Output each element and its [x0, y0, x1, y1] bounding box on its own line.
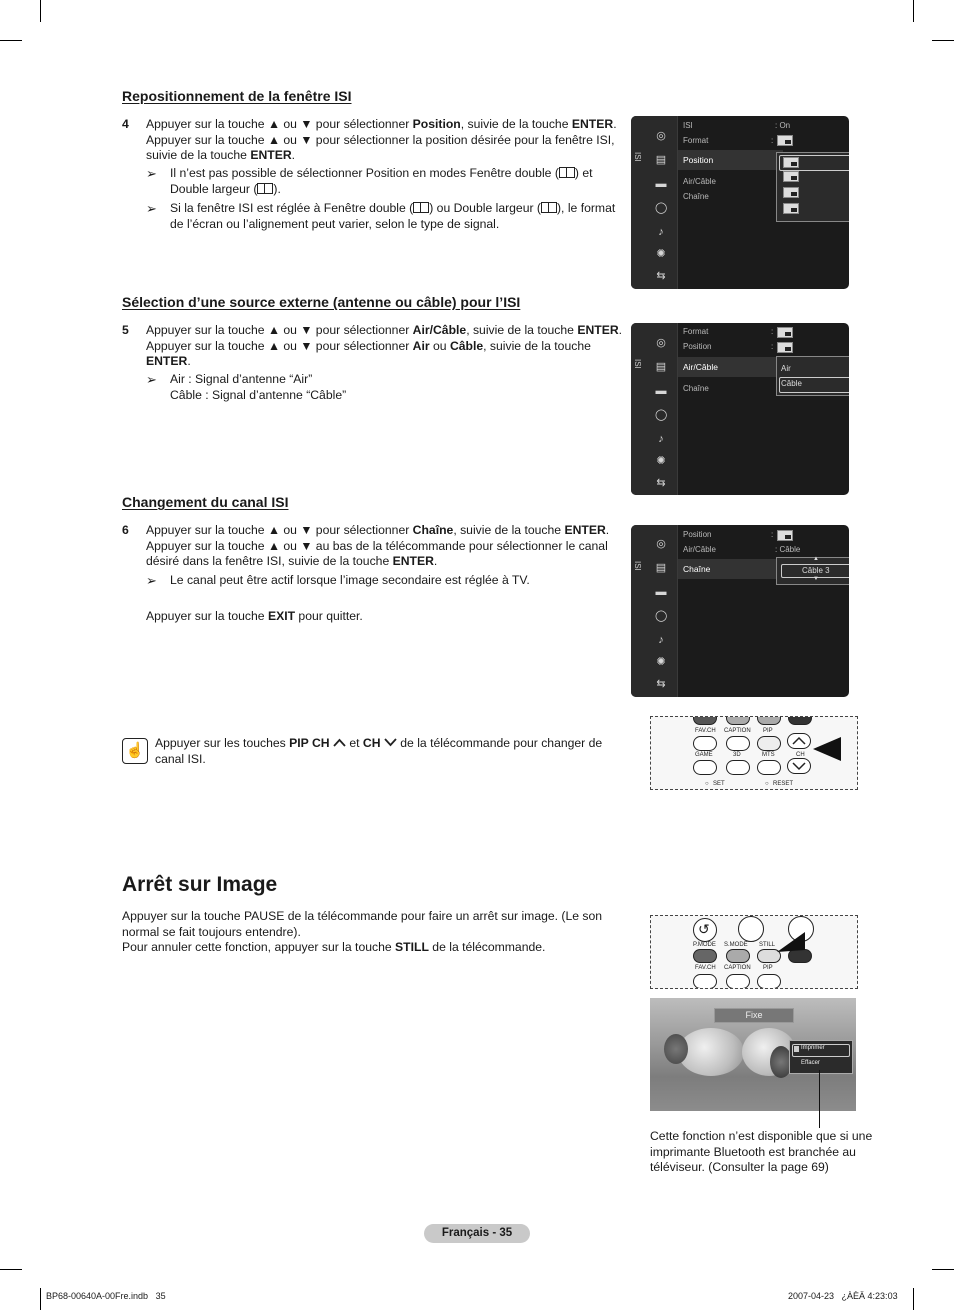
footer-date: 2007-04-23 ¿ÀÈÄ 4:23:03	[788, 1291, 898, 1301]
position-option-icon	[783, 157, 799, 168]
remote-button	[788, 716, 812, 725]
text-bold: ENTER	[571, 117, 614, 131]
osd-value: : On	[775, 121, 791, 130]
osd-row: Chaîne	[683, 192, 709, 201]
note	[146, 166, 626, 198]
text: .	[613, 117, 617, 131]
text: .	[187, 354, 191, 368]
text-bold: CH	[362, 736, 381, 750]
step-text	[146, 523, 609, 570]
text-bold: ENTER	[146, 354, 188, 368]
dual-window-icon	[559, 167, 575, 178]
text: Câble : Signal d’antenne “Câble”	[170, 387, 347, 402]
text-bold: Chaîne	[412, 523, 454, 537]
crop-mark	[40, 1288, 41, 1310]
text: ) ou Double largeur (	[429, 201, 541, 215]
hand-icon: ☝	[122, 738, 148, 764]
still-image-screenshot	[650, 998, 856, 1111]
set-icon: ○	[705, 781, 709, 787]
text-bold: ENTER	[250, 148, 292, 162]
osd-value: : Câble	[775, 545, 801, 554]
arrow-icon: ➢	[146, 166, 157, 181]
pointer-icon	[775, 930, 811, 958]
step-number: 5	[122, 323, 129, 337]
remote-label: GAME	[695, 752, 713, 758]
osd-row-selected: Air/Câble	[678, 357, 783, 377]
menu-option: Effacer	[801, 1060, 820, 1066]
remote-button	[693, 716, 717, 725]
sheep-image	[664, 1034, 688, 1064]
channel-icon: ◯	[655, 610, 668, 622]
channel-popup	[776, 557, 849, 585]
text: de l’écran ou l’alignement peut varier, selon le type de signal.	[170, 216, 500, 231]
tip-text	[155, 736, 625, 770]
text: imprimante Bluetooth est branchée au	[650, 1144, 856, 1159]
reset-icon: ○	[765, 781, 769, 787]
osd-row-selected: Chaîne	[678, 559, 783, 579]
remote-button	[738, 916, 764, 942]
text: ).	[273, 181, 281, 196]
osd-row: Air/Câble	[683, 545, 716, 554]
text-bold: STILL	[395, 940, 429, 954]
section-title-source: Sélection d’une source externe (antenne ou câble) pour l’ISI	[122, 294, 521, 310]
osd-row: Position	[683, 342, 712, 351]
remote-label: CH	[796, 752, 805, 758]
banner-text: Fixe	[745, 1010, 763, 1020]
text: , suivie de la touche	[466, 323, 578, 337]
input-icon: ⇆	[656, 270, 666, 282]
page-heading-still: Arrêt sur Image	[122, 873, 278, 896]
text: Il n’est pas possible de sélectionner Position en modes Fenêtre double (	[170, 166, 559, 180]
pip-icon: ▤	[655, 361, 667, 373]
text: .	[618, 323, 623, 337]
popup-option-selected: Câble	[781, 379, 802, 388]
input-icon: ⇆	[656, 678, 666, 690]
crop-mark	[913, 1288, 914, 1310]
remote-label: S.MODE	[724, 942, 748, 948]
arrow-icon: ➢	[146, 573, 157, 588]
pip-icon: ▤	[655, 562, 667, 574]
position-icon	[777, 342, 793, 353]
text: , suivie de la touche	[483, 338, 591, 353]
photo-caption	[650, 1129, 890, 1179]
callout-line	[819, 1070, 820, 1128]
remote-illustration-pipch	[650, 716, 858, 790]
still-banner	[714, 1008, 794, 1023]
osd-row: Format	[683, 136, 709, 145]
picture-icon: ◎	[656, 130, 666, 142]
gear-icon: ✺	[656, 248, 666, 260]
text: ) et	[574, 166, 593, 180]
text: de la télécommande.	[428, 940, 546, 954]
remote-button	[757, 760, 781, 775]
pip-icon: ▤	[655, 154, 667, 166]
text: Appuyer sur la touche ▲ ou ▼ pour sélectionner la position désirée pour la fenêtre ISI,	[146, 132, 615, 147]
remote-label: P.MODE	[693, 942, 716, 948]
note	[146, 573, 626, 590]
text: Pour annuler cette fonction, appuyer sur la touche	[122, 940, 396, 954]
text: Air : Signal d’antenne “Air”	[170, 372, 313, 386]
remote-label: CAPTION	[724, 728, 751, 734]
remote-button	[693, 974, 717, 989]
osd-side-label: ISI	[633, 561, 642, 571]
text: suivie de la touche	[146, 148, 251, 162]
format-icon	[777, 135, 793, 146]
osd-menu-position	[631, 116, 849, 289]
text: et	[345, 736, 363, 750]
print-menu	[789, 1040, 853, 1074]
crop-mark	[932, 1269, 954, 1270]
text: , suivie de la touche	[460, 117, 572, 131]
text-bold: ENTER	[577, 323, 619, 337]
text: Appuyer sur la touche ▲ ou ▼ pour sélectionner	[146, 323, 413, 337]
footer-file: BP68-00640A-00Fre.indb 35	[46, 1291, 166, 1301]
remote-button	[693, 736, 717, 751]
remote-button	[726, 736, 750, 751]
arrow-icon: ➢	[146, 201, 157, 216]
remote-button	[693, 949, 717, 963]
text: Le canal peut être actif lorsque l’image secondaire est réglée à TV.	[170, 573, 530, 587]
osd-colon: :	[771, 327, 774, 336]
osd-row: Position	[683, 530, 712, 539]
remote-button	[757, 736, 781, 751]
popup-option: Air	[781, 364, 791, 373]
selected-marker-icon	[794, 1046, 799, 1052]
text-bold: Air/Câble	[412, 323, 467, 337]
text-bold: ENTER	[392, 554, 434, 568]
picture-icon: ◎	[656, 337, 666, 349]
screen-icon: ▬	[655, 385, 667, 397]
step-5	[122, 323, 622, 373]
text: téléviseur. (Consulter la page 69)	[650, 1160, 829, 1174]
note-text	[170, 372, 346, 403]
crop-mark	[40, 0, 41, 22]
text: .	[605, 523, 610, 537]
sheep-image	[678, 1028, 744, 1076]
text-bold: EXIT	[267, 609, 296, 623]
osd-row: ISI	[683, 121, 693, 130]
screen-icon: ▬	[655, 178, 667, 190]
channel-icon: ◯	[655, 202, 668, 214]
text: Appuyer sur la touche ▲ ou ▼ pour sélectionner	[146, 117, 413, 131]
step-6	[122, 523, 622, 573]
position-icon	[777, 530, 793, 541]
sound-icon: ♪	[658, 226, 664, 238]
note-text	[170, 573, 530, 589]
input-icon: ⇆	[656, 477, 666, 489]
screen-icon: ▬	[655, 586, 667, 598]
osd-colon: :	[771, 136, 774, 145]
chevron-down-icon	[384, 738, 397, 747]
still-paragraph	[122, 909, 622, 959]
step-number: 6	[122, 523, 129, 537]
position-option-icon	[783, 203, 799, 214]
text-bold: Câble	[449, 338, 484, 353]
osd-row: Format	[683, 327, 709, 336]
crop-mark	[0, 1269, 22, 1270]
remote-label: MTS	[762, 752, 775, 758]
osd-row: Air/Câble	[683, 177, 716, 186]
step-text	[146, 323, 622, 370]
remote-label: RESET	[773, 781, 794, 787]
osd-row: Chaîne	[683, 384, 709, 393]
popup-option-selected: Câble 3	[802, 566, 830, 575]
text: canal ISI.	[155, 751, 206, 766]
remote-button	[757, 716, 781, 725]
pointer-icon	[811, 735, 851, 765]
step-number: 4	[122, 117, 129, 131]
text: Appuyer sur la touche ▲ ou ▼ au bas de la télécommande pour sélectionner le canal	[146, 538, 608, 553]
remote-button	[757, 974, 781, 989]
remote-label: FAV.CH	[695, 728, 716, 734]
note	[146, 201, 626, 233]
remote-button	[726, 949, 750, 963]
gear-icon: ✺	[656, 656, 666, 668]
sound-icon: ♪	[658, 634, 664, 646]
remote-label: CAPTION	[724, 965, 751, 971]
text: Appuyer sur la touche ▲ ou ▼ pour sélectionner	[146, 523, 413, 537]
chevron-down-icon	[788, 759, 810, 773]
section-title-repositioning: Repositionnement de la fenêtre ISI	[122, 88, 352, 104]
position-option-icon	[783, 171, 799, 182]
chevron-up-icon	[333, 738, 346, 747]
note	[146, 372, 626, 404]
format-icon	[777, 327, 793, 338]
remote-button	[726, 974, 750, 989]
text: normal se fait toujours entendre).	[122, 924, 301, 939]
text-bold: Air	[412, 338, 430, 353]
position-popup	[776, 152, 849, 222]
remote-illustration-still	[650, 915, 858, 989]
text: Double largeur (	[170, 181, 258, 196]
text: Appuyer sur la touche ▲ ou ▼ pour sélectionner	[146, 338, 413, 353]
aircable-popup	[776, 356, 849, 396]
step-text	[146, 117, 617, 164]
note-text	[170, 201, 615, 232]
down-arrow-icon: ▼	[813, 576, 819, 582]
text: Appuyer sur la touche	[146, 609, 268, 623]
text: désiré dans la fenêtre ISI, suivie de la touche	[146, 554, 393, 568]
dual-window-icon	[413, 202, 429, 213]
step-4	[122, 117, 622, 167]
ch-down-button	[787, 758, 811, 774]
text: .	[433, 554, 438, 568]
arrow-icon: ➢	[146, 372, 157, 387]
remote-label: FAV.CH	[695, 965, 716, 971]
exit-instruction	[146, 609, 546, 626]
osd-side-label: ISI	[633, 359, 642, 369]
text: , suivie de la touche	[453, 523, 565, 537]
text: .	[291, 148, 296, 162]
remote-label: PIP	[763, 728, 773, 734]
remote-button	[726, 716, 750, 725]
osd-row-selected: Position	[678, 150, 783, 170]
return-icon: ↺	[698, 921, 710, 937]
channel-icon: ◯	[655, 409, 668, 421]
position-option-icon	[783, 187, 799, 198]
text-bold: PIP CH	[289, 736, 330, 750]
text-bold: ENTER	[564, 523, 606, 537]
up-arrow-icon: ▲	[813, 556, 819, 562]
dual-width-icon	[257, 183, 273, 194]
osd-menu-aircable	[631, 323, 849, 495]
crop-mark	[913, 0, 914, 22]
crop-mark	[932, 40, 954, 41]
remote-label: 3D	[733, 752, 741, 758]
menu-option: Imprimer	[801, 1045, 825, 1051]
crop-mark	[0, 40, 22, 41]
page-number-badge: Français - 35	[424, 1224, 530, 1243]
remote-label: STILL	[759, 942, 776, 948]
osd-colon: :	[771, 530, 774, 539]
remote-label: PIP	[763, 965, 773, 971]
section-title-channel: Changement du canal ISI	[122, 494, 289, 510]
text: pour quitter.	[295, 609, 363, 623]
gear-icon: ✺	[656, 455, 666, 467]
picture-icon: ◎	[656, 538, 666, 550]
text: Appuyer sur les touches	[155, 736, 290, 750]
osd-menu-channel	[631, 525, 849, 697]
dual-width-icon	[541, 202, 557, 213]
text: ), le format	[557, 201, 616, 215]
sound-icon: ♪	[658, 433, 664, 445]
ch-up-button	[787, 733, 811, 749]
text: Cette fonction n’est disponible que si une	[650, 1129, 873, 1143]
return-button	[693, 918, 717, 942]
remote-button	[726, 760, 750, 775]
text: Si la fenêtre ISI est réglée à Fenêtre double (	[170, 201, 414, 215]
osd-colon: :	[771, 342, 774, 351]
text-bold: Position	[412, 117, 461, 131]
text: Appuyer sur la touche PAUSE de la télécommande pour faire un arrêt sur image. (Le son	[122, 909, 603, 923]
text: de la télécommande pour changer de	[396, 736, 603, 750]
note-text	[170, 166, 593, 197]
osd-side-label: ISI	[633, 152, 642, 162]
remote-button	[693, 760, 717, 775]
text: ou	[429, 338, 450, 353]
remote-label: SET	[713, 781, 725, 787]
chevron-up-icon	[788, 734, 810, 748]
